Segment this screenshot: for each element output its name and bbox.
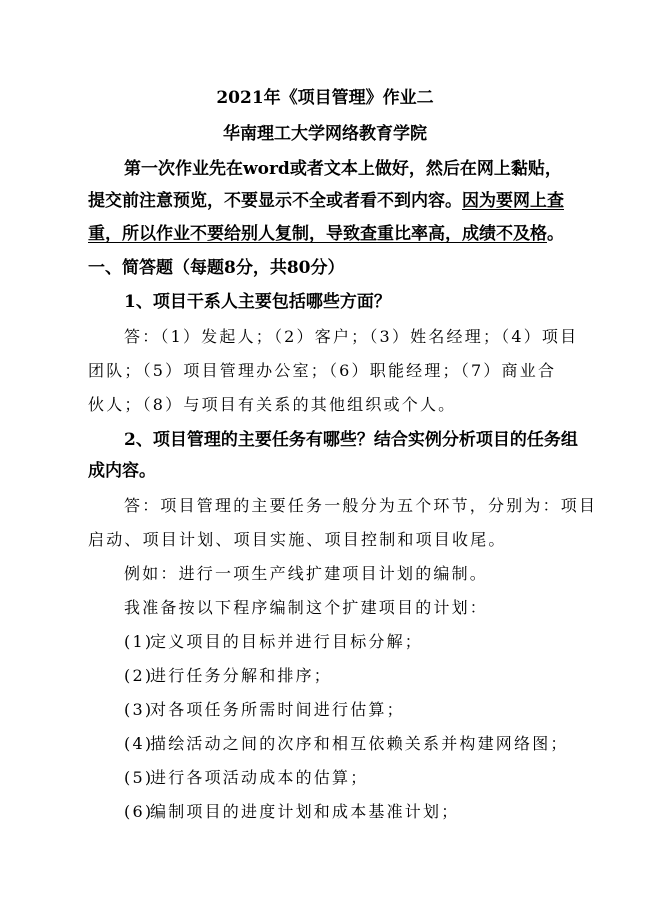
step-item (124, 770, 368, 786)
instructions-line-2 (88, 193, 564, 210)
question-1: 1、项目干系人主要包括哪些方面？ (124, 292, 391, 312)
step-number: (3) (124, 700, 154, 719)
step-text: 对各项任务所需时间进行估算； (150, 700, 405, 719)
step-number: (6) (124, 802, 154, 821)
step-text: 定义项目的目标并进行目标分解； (150, 632, 424, 651)
step-item (124, 804, 459, 820)
instructions-line-2-underlined: 因为要网上查 (462, 191, 564, 211)
q2-answer-line-2: 启动、项目计划、项目实施、项目控制和项目收尾。 (88, 530, 507, 549)
instructions-line-3-underlined: 重，所以作业不要给别人复制，导致查重比率高，成绩不及格 (88, 224, 547, 244)
step-number: (4) (124, 734, 154, 753)
q1-answer-line-3: 伙人；（8）与项目有关系的其他组织或个人。 (88, 395, 457, 414)
section-1-heading: 一、简答题（每题8分，共80分） (88, 258, 345, 278)
step-number: (2) (124, 666, 154, 685)
step-item (124, 736, 569, 752)
step-text: 描绘活动之间的次序和相互依赖关系并构建网络图； (150, 734, 569, 753)
instructions-line-3-end: 。 (547, 224, 564, 244)
step-item (124, 702, 405, 718)
q1-answer-line-2: 团队；（5）项目管理办公室；（6）职能经理；（7）商业合 (88, 361, 557, 380)
school-name: 华南理工大学网络教育学院 (223, 124, 427, 144)
question-2-line-2: 成内容。 (88, 461, 156, 481)
q2-answer-line-4: 我准备按以下程序编制这个扩建项目的计划： (124, 598, 489, 617)
document-title: 2021年《项目管理》作业二 (216, 88, 434, 108)
instructions-line-1: 第一次作业先在word或者文本上做好，然后在网上黏贴， (124, 159, 562, 179)
step-text: 进行任务分解和排序； (150, 666, 333, 685)
step-item (124, 668, 332, 684)
step-number: (1) (124, 632, 154, 651)
step-number: (5) (124, 768, 154, 787)
q2-answer-line-1: 答：项目管理的主要任务一般分为五个环节，分别为：项目 (124, 496, 598, 515)
instructions-line-3 (88, 226, 564, 243)
step-item (124, 634, 423, 650)
step-text: 进行各项活动成本的估算； (150, 768, 369, 787)
q1-answer-line-1: 答：（1）发起人；（2）客户；（3）姓名经理；（4）项目 (124, 327, 579, 346)
question-2-line-1: 2、项目管理的主要任务有哪些？结合实例分析项目的任务组 (124, 430, 578, 450)
instructions-line-2-text: 提交前注意预览，不要显示不全或者看不到内容。 (88, 191, 462, 211)
step-text: 编制项目的进度计划和成本基准计划； (150, 802, 460, 821)
q2-answer-line-3: 例如：进行一项生产线扩建项目计划的编制。 (124, 564, 489, 583)
